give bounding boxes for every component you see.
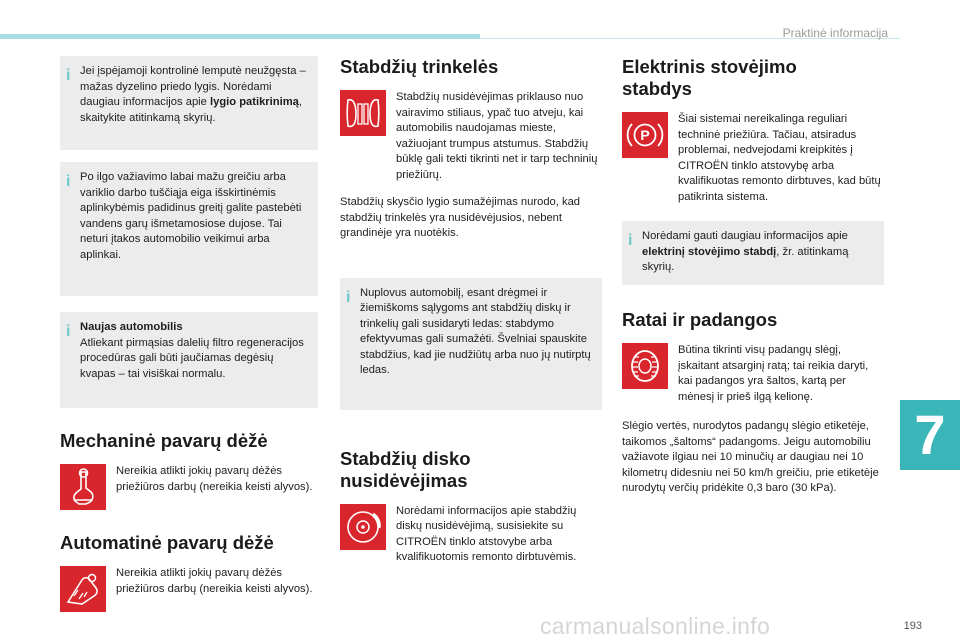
header-accent-bar (0, 34, 480, 39)
info-marker-icon: i (66, 67, 71, 84)
info-marker-icon: i (628, 232, 633, 249)
heading-automatic-gearbox: Automatinė pavarų dėžė (60, 532, 274, 553)
note-title: Naujas automobilis (80, 321, 183, 333)
brake-disc-icon (340, 504, 386, 550)
brake-pads-text: Stabdžių nusidėvėjimas priklauso nuo vairavimo stiliaus, ypač tuo atveju, kai automobilis naudojamas mieste, važiuojant trumpus atstumus. Stabdžių būklę gali tekti tikrinti net ir tarp techninių priežiūrų. (396, 91, 598, 181)
running-head: Praktinė informacija (782, 26, 888, 40)
heading-line: stabdys (622, 78, 692, 99)
automatic-gearbox-text: Nereikia atlikti jokių pavarų dėžės priežiūros darbų (nereikia keisti alyvos). (116, 567, 313, 595)
brake-disc-block (340, 504, 602, 566)
note-text: Jei įspėjamoji kontrolinė lemputė neužgęsta – mažas dyzelino priedo lygis. Norėdami daugiau informacijos apie (80, 65, 306, 108)
note-water-vapour (60, 162, 318, 296)
manual-gear-lever-icon (60, 464, 106, 510)
note-new-vehicle (60, 312, 318, 408)
brake-pads-icon (340, 90, 386, 136)
note-additive-level (60, 56, 318, 150)
heading-line: Elektrinis stovėjimo (622, 56, 797, 77)
heading-brake-pads: Stabdžių trinkelės (340, 56, 499, 77)
chapter-tab: 7 (900, 400, 960, 470)
heading-brake-disc-wear: Stabdžių disko nusidėvėjimas (340, 447, 471, 491)
note-parking-brake (622, 221, 884, 285)
automatic-gear-lever-icon (60, 566, 106, 612)
tyres-block (622, 343, 884, 405)
info-marker-icon: i (346, 288, 351, 306)
note-text-end: , žr. atitinkamą skyrių. (642, 245, 849, 273)
tyre-icon (622, 343, 668, 389)
brake-fluid-paragraph: Stabdžių skysčio lygio sumažėjimas nurodo, kad stabdžių trinkelės yra nusidėvėjusios, nebent grandinėje yra nuotėkis. (340, 196, 581, 239)
info-marker-icon: i (66, 173, 71, 190)
brake-disc-text: Norėdami informacijos apie stabdžių diskų nusidėvėjimą, susisiekite su CITROËN tinklo atstovybe arba kvalifikuotomis remonto dirbtuvėmis. (396, 504, 577, 563)
heading-wheels-tyres: Ratai ir padangos (622, 309, 778, 330)
note-bold-link: elektrinį stovėjimo stabdį (642, 245, 777, 258)
parking-brake-text: Šiai sistemai nereikalinga reguliari techninė priežiūra. Tačiau, atsiradus problemai, nedvejodami kreipkitės į CITROËN tinklo atstovybę arba kvalifikuotas remonto dirbtuves, kad būtų patikrinta sistema. (678, 113, 881, 203)
info-marker-icon: i (66, 323, 71, 340)
tyres-text: Būtina tikrinti visų padangų slėgį, įskaitant atsarginį ratą; tai reikia daryti, kai padangos yra šaltos, kartą per mėnesį ir prieš ilgą kelionę. (678, 344, 869, 403)
brake-pads-block (340, 90, 602, 183)
note-text: Po ilgo važiavimo labai mažu greičiu arba variklio darbo tuščiąja eiga išskirtinėmis aplinkybėmis padidinus greitį galite pastebėti vandens garų išmetamosiose dujose. Tai neturi įtakos automobilio veikimui arba aplinkai. (80, 171, 302, 261)
note-brake-ice (340, 278, 602, 410)
tyre-pressure-paragraph: Slėgio vertės, nurodytos padangų slėgio etiketėje, taikomos „šaltoms“ padangoms. Jeigu automobiliu važiavote ilgiau nei 10 minučių ar daugiau nei 10 kilometrų didesniu nei 50 km/h greičiu, prie etiketėje nurodytų verčių pridėkite 0,3 baro (30 kPa). (622, 420, 879, 494)
note-text: Nuplovus automobilį, esant drėgmei ir žiemiškoms sąlygoms ant stabdžių diskų ir trinkelių gali susidaryti ledas: stabdymo efektyvumas gali sumažėti. Švelniai spauskite stabdžius, kad jie nudžiūtų arba nuo jų nutirptų ledas. (360, 286, 591, 376)
watermark: carmanualsonline.info (540, 613, 771, 639)
note-text: Atliekant pirmąsias dalelių filtro regeneracijos procedūras gali būti jaučiamas degėsių kvapas – tai visiškai normalu. (80, 336, 304, 380)
heading-manual-gearbox: Mechaninė pavarų dėžė (60, 430, 268, 451)
note-bold-link: lygio patikrinimą (209, 96, 299, 108)
parking-brake-warning-icon (622, 112, 668, 158)
heading-electric-parking-brake (622, 56, 884, 100)
manual-gearbox-block (60, 464, 318, 510)
note-text-end: , skaitykite atitinkamą skyrių. (80, 96, 302, 124)
note-text: Norėdami gauti daugiau informacijos apie (642, 230, 848, 242)
column-3 (622, 56, 884, 497)
column-2 (340, 56, 602, 566)
parking-brake-block (622, 112, 884, 205)
automatic-gearbox-block (60, 566, 318, 612)
column-1 (60, 56, 318, 612)
svg-text:P: P (640, 127, 650, 143)
manual-gearbox-text: Nereikia atlikti jokių pavarų dėžės priežiūros darbų (nereikia keisti alyvos). (116, 465, 313, 493)
page-number: 193 (903, 620, 922, 632)
